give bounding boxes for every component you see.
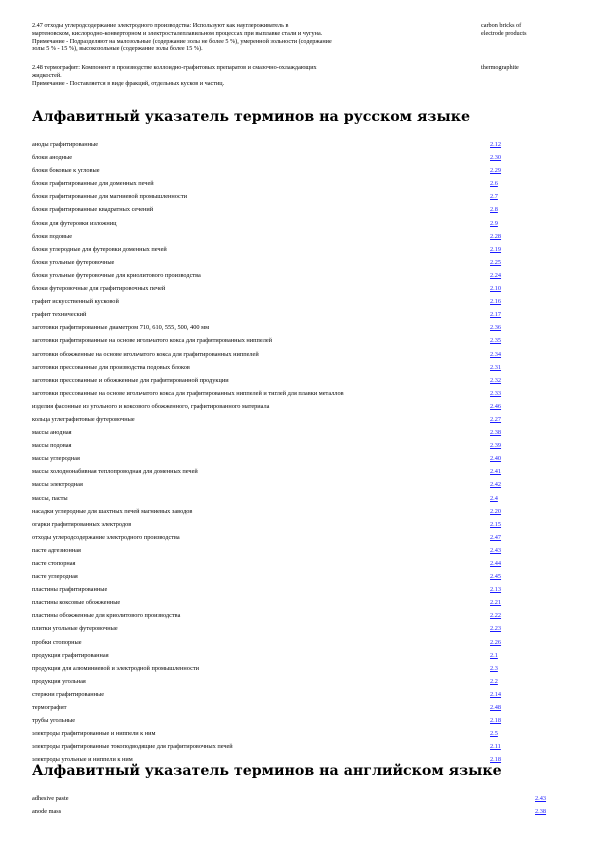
index-ref-link[interactable]: 2.32 xyxy=(490,376,502,384)
index-term: блоки углеродные для футеровки доменных печей xyxy=(32,245,167,253)
index-term: пасте стопорная xyxy=(32,560,76,567)
index-row xyxy=(32,531,562,544)
index-term: пробки стопорные xyxy=(32,638,82,646)
index-ref-link[interactable]: 2.40 xyxy=(490,455,502,463)
index-row xyxy=(32,492,562,505)
index-ref-link[interactable]: 2.26 xyxy=(490,638,502,646)
index-row xyxy=(32,478,562,491)
index-term: блоки подовые xyxy=(32,232,73,240)
index-term: заготовки прессованные для производства подовых блоков xyxy=(32,363,190,371)
index-term: пасте адгезионная xyxy=(32,546,81,554)
index-ref-link[interactable]: 2.18 xyxy=(490,756,502,764)
index-term: пасте углеродная xyxy=(32,573,78,581)
index-row xyxy=(32,282,562,295)
index-row xyxy=(32,792,562,805)
index-term: заготовки прессованные и обожженные для графитированной продукции xyxy=(32,376,229,384)
index-ref-link[interactable]: 2.23 xyxy=(490,625,502,633)
definition-entry-2-48 xyxy=(32,64,519,87)
index-row xyxy=(32,217,562,230)
index-term: плитки угольные футеровочные xyxy=(32,625,118,633)
index-row xyxy=(32,439,562,452)
index-ref-link[interactable]: 2.34 xyxy=(490,350,502,358)
index-row xyxy=(32,505,562,518)
index-term: блоки анодные xyxy=(32,154,73,162)
index-row xyxy=(32,452,562,465)
english-index-list xyxy=(32,792,562,818)
index-term: заготовки графитированные на основе игольчатого кокса для графитированных ниппелей xyxy=(32,337,273,345)
index-ref-link[interactable]: 2.13 xyxy=(490,586,502,594)
index-term: электроды угольные и ниппели к ним xyxy=(32,756,133,764)
index-ref-link[interactable]: 2.44 xyxy=(490,560,502,567)
index-row xyxy=(32,348,562,361)
index-term: изделия фасонные из угольного и коксового обожженного, графитированного материала xyxy=(32,402,270,410)
index-ref-link[interactable]: 2.14 xyxy=(490,690,502,698)
index-term: массы углеродная xyxy=(32,455,80,463)
index-ref-link[interactable]: 2.24 xyxy=(490,271,502,279)
entry-line: мартеновском, кислородно-конверторном и электросталеплавильном процессах при выплавке стали и чугуна. xyxy=(32,29,323,37)
index-term: adhesive paste xyxy=(32,795,69,802)
index-ref-link[interactable]: 2.7 xyxy=(490,193,498,201)
index-ref-link[interactable]: 2.10 xyxy=(490,285,502,293)
index-ref-link[interactable]: 2.31 xyxy=(490,363,502,371)
index-row xyxy=(32,805,562,818)
index-term: блоки графитированные квадратных сечений xyxy=(32,206,154,214)
russian-index-list xyxy=(32,138,562,767)
index-row xyxy=(32,400,562,413)
index-ref-link[interactable]: 2.28 xyxy=(490,232,502,240)
entry-line: жидкостей. xyxy=(32,71,62,79)
index-ref-link[interactable]: 2.45 xyxy=(490,573,502,581)
index-ref-link[interactable]: 2.48 xyxy=(490,704,502,712)
index-term: насадки углеродные для шахтных печей магниевых заводов xyxy=(32,507,193,515)
entry-line: 2.47 отходы углеродсодержание электродного производства: Используют как науглероживатель в xyxy=(32,22,289,29)
index-row xyxy=(32,321,562,334)
index-row xyxy=(32,256,562,269)
index-row xyxy=(32,609,562,622)
index-ref-link[interactable]: 2.21 xyxy=(490,599,502,607)
index-term: заготовки обожженные на основе игольчатого кокса для графитированных ниппелей xyxy=(32,350,259,358)
index-ref-link[interactable]: 2.42 xyxy=(490,481,502,489)
index-row xyxy=(32,164,562,177)
index-term: аноды графитированные xyxy=(32,141,98,148)
index-row xyxy=(32,701,562,714)
index-term: блоки угольные футеровочные xyxy=(32,258,115,266)
index-term: блоки для футеровки изложниц xyxy=(32,219,117,227)
index-ref-link[interactable]: 2.3 xyxy=(490,664,498,672)
index-term: заготовки графитированные диаметром 710, 610, 555, 500, 400 мм xyxy=(32,324,210,332)
index-row xyxy=(32,518,562,531)
index-term: блоки боковые к угловые xyxy=(32,167,100,175)
index-row xyxy=(32,230,562,243)
russian-index-heading: Алфавитный указатель терминов на русском языке xyxy=(32,109,470,125)
index-term: пластины графитированные xyxy=(32,586,108,594)
index-row xyxy=(32,636,562,649)
index-row xyxy=(32,622,562,635)
index-ref-link[interactable]: 2.2 xyxy=(490,677,498,685)
index-row xyxy=(32,308,562,321)
index-ref-link[interactable]: 2.38 xyxy=(535,808,547,816)
english-equivalent: carbon bricks of xyxy=(481,22,522,29)
index-ref-link[interactable]: 2.15 xyxy=(490,520,502,528)
index-ref-link[interactable]: 2.4 xyxy=(490,494,498,502)
index-row xyxy=(32,649,562,662)
index-term: электроды графитированные и ниппели к ним xyxy=(32,730,156,738)
index-ref-link[interactable]: 2.19 xyxy=(490,245,502,253)
index-ref-link[interactable]: 2.16 xyxy=(490,298,502,306)
index-row xyxy=(32,426,562,439)
index-term: стержни графитированные xyxy=(32,690,104,698)
index-row xyxy=(32,596,562,609)
index-row xyxy=(32,138,562,151)
index-term: графит искусственный кусковой xyxy=(32,298,119,306)
english-index-heading: Алфавитный указатель терминов на английском языке xyxy=(32,763,502,779)
english-equivalent: thermographite xyxy=(481,64,519,71)
index-ref-link[interactable]: 2.6 xyxy=(490,180,498,188)
index-row xyxy=(32,387,562,400)
index-term: anode mass xyxy=(32,808,62,816)
index-ref-link[interactable]: 2.1 xyxy=(490,651,498,659)
index-ref-link[interactable]: 2.29 xyxy=(490,167,502,175)
index-ref-link[interactable]: 2.8 xyxy=(490,206,498,214)
index-row xyxy=(32,203,562,216)
index-term: графит технический xyxy=(32,311,87,319)
index-row xyxy=(32,727,562,740)
index-row xyxy=(32,177,562,190)
index-row xyxy=(32,413,562,426)
index-term: массы холоднонабивная теплопроводная для доменных печей xyxy=(32,468,198,476)
index-ref-link[interactable]: 2.30 xyxy=(490,154,502,162)
index-ref-link[interactable]: 2.38 xyxy=(490,429,502,437)
index-row xyxy=(32,583,562,596)
index-row xyxy=(32,570,562,583)
index-ref-link[interactable]: 2.25 xyxy=(490,258,502,266)
index-ref-link[interactable]: 2.46 xyxy=(490,402,502,410)
index-row xyxy=(32,361,562,374)
index-row xyxy=(32,557,562,570)
index-row xyxy=(32,151,562,164)
index-term: массы, пасты xyxy=(32,494,68,502)
entry-note: золы 5 % - 15 %), высокозольные (содержание золы более 15 %). xyxy=(32,45,203,53)
index-term: электроды графитированные токоподводящие для графитировочных печей xyxy=(32,743,233,751)
index-term: массы электродная xyxy=(32,481,83,489)
index-term: отходы углеродсодержание электродного производства xyxy=(32,533,180,541)
index-term: блоки футеровочные для графитировочных печей xyxy=(32,285,166,293)
index-term: пластины обожженные для криолитового производства xyxy=(32,612,181,620)
index-ref-link[interactable]: 2.33 xyxy=(490,389,502,397)
index-row xyxy=(32,675,562,688)
index-row xyxy=(32,662,562,675)
index-term: термографит xyxy=(32,704,67,712)
index-term: блоки графитированные для магниевой промышленности xyxy=(32,193,187,201)
index-row xyxy=(32,295,562,308)
index-ref-link[interactable]: 2.35 xyxy=(490,337,502,345)
index-ref-link[interactable]: 2.22 xyxy=(490,612,502,620)
index-ref-link[interactable]: 2.11 xyxy=(490,743,501,751)
index-term: пластины коксовые обожженные xyxy=(32,599,121,607)
index-ref-link[interactable]: 2.47 xyxy=(490,533,502,541)
index-ref-link[interactable]: 2.36 xyxy=(490,324,502,332)
entry-note: Примечание - Поставляется в виде фракций, отдельных кусков и частиц. xyxy=(32,79,225,87)
index-row xyxy=(32,740,562,753)
index-row xyxy=(32,190,562,203)
index-ref-link[interactable]: 2.9 xyxy=(490,219,498,227)
index-term: блоки графитированные для доменных печей xyxy=(32,180,154,188)
index-ref-link[interactable]: 2.5 xyxy=(490,730,498,738)
index-term: массы анодная xyxy=(32,429,72,437)
definition-entry-2-47 xyxy=(32,22,527,53)
entry-note: Примечание - Подразделяют на малозольные (содержание золы не более 5 %), умеренной зольности (содержание xyxy=(32,37,332,45)
index-ref-link[interactable]: 2.17 xyxy=(490,311,502,319)
index-term: продукция для алюминиевой и электродной промышленности xyxy=(32,664,200,672)
index-term: продукция графитированная xyxy=(32,651,109,659)
index-term: заготовки прессованные на основе игольчатого кокса для графитированных ниппелей и тиглей для плавки металлов xyxy=(32,389,344,397)
index-term: огарки графитированных электродов xyxy=(32,520,132,528)
index-row xyxy=(32,465,562,478)
index-row xyxy=(32,688,562,701)
index-term: кольца углеграфитовые футеровочные xyxy=(32,415,135,423)
index-row xyxy=(32,544,562,557)
index-ref-link[interactable]: 2.12 xyxy=(490,141,502,148)
index-ref-link[interactable]: 2.43 xyxy=(535,795,547,802)
index-term: продукция угольная xyxy=(32,677,86,685)
index-term: блоки угольные футеровочные для криолитового производства xyxy=(32,271,201,279)
entry-line: 2.48 термографит: Компонент в производстве коллоидно-графитовых препаратов и смазочно-охлаждающих xyxy=(32,64,317,71)
english-equivalent: electrode products xyxy=(481,29,527,37)
index-ref-link[interactable]: 2.41 xyxy=(490,468,502,476)
index-ref-link[interactable]: 2.27 xyxy=(490,415,502,423)
index-row xyxy=(32,269,562,282)
index-row xyxy=(32,334,562,347)
index-row xyxy=(32,243,562,256)
index-ref-link[interactable]: 2.39 xyxy=(490,442,502,450)
index-row xyxy=(32,374,562,387)
index-ref-link[interactable]: 2.18 xyxy=(490,717,502,725)
index-term: массы подовая xyxy=(32,442,72,450)
index-ref-link[interactable]: 2.20 xyxy=(490,507,502,515)
index-row xyxy=(32,714,562,727)
index-term: трубы угольные xyxy=(32,717,76,725)
index-ref-link[interactable]: 2.43 xyxy=(490,546,502,554)
